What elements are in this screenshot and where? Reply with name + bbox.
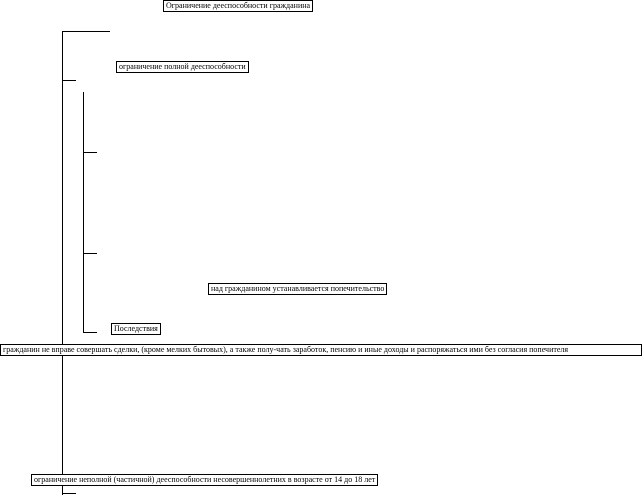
main-trunk-line: [62, 31, 63, 495]
diagram-title: Ограничение дееспособности гражданина: [163, 0, 313, 12]
node-partial-capacity-limitation: ограничение неполной (частичной) дееспособности несовершеннолетних в возрасте от 14 до 18 лет: [31, 474, 378, 486]
node-guardianship: над гражданином устанавливается попечительство: [208, 283, 387, 295]
node-full-capacity-limitation: ограничение полной дееспособности: [116, 61, 249, 73]
node-deals-restriction: гражданин не вправе совершать сделки, (кроме мелких бытовых), а также полу-чать заработок, пенсию и иные доходы и распоряжаться ими без согласия попечителя: [0, 344, 642, 356]
sub-trunk-line: [83, 92, 84, 333]
sub-branch-consequences: [83, 332, 97, 333]
sub-branch-2: [83, 253, 97, 254]
node-consequences: Последствия: [111, 323, 161, 335]
trunk-top-branch: [62, 31, 110, 32]
trunk-branch-full: [62, 80, 76, 81]
sub-branch-1: [83, 152, 97, 153]
trunk-bottom-branch: [62, 493, 76, 494]
